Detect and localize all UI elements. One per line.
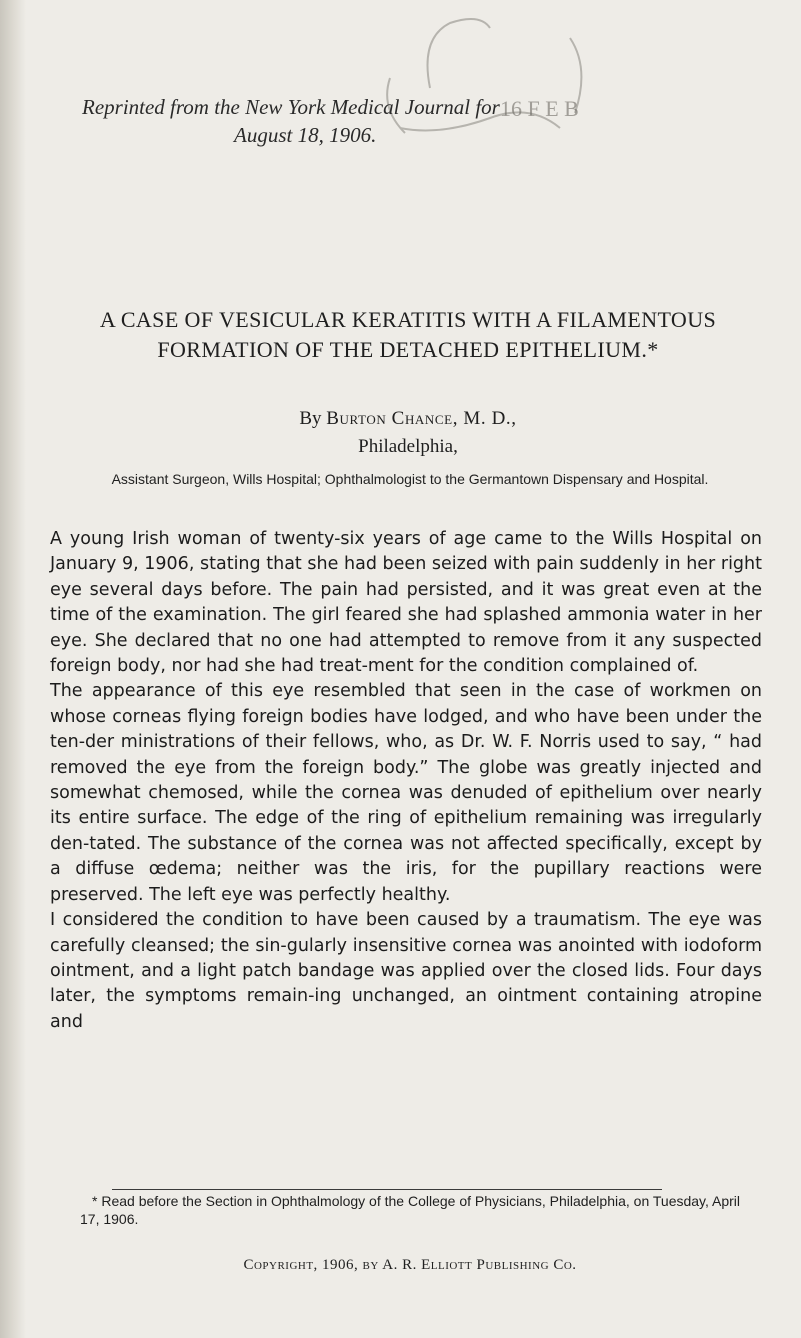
reprint-line-1: Reprinted from the New York Medical Journal for bbox=[82, 95, 500, 119]
author-name: Burton Chance, M. D., bbox=[326, 408, 517, 429]
paragraph-3: I considered the condition to have been caused by a traumatism. The eye was carefully cleansed; the sin-gularly insensitive cornea was anointed with iodoform ointment, and a light patch bandage was applied over the closed lids. Four days later, the symptoms remain-ing unchanged, an ointment containing atropine and bbox=[50, 910, 762, 1032]
byline-prefix: By bbox=[299, 408, 322, 429]
svg-text:16 F E B: 16 F E B bbox=[500, 96, 579, 121]
author-credentials: Assistant Surgeon, Wills Hospital; Ophthalmologist to the Germantown Dispensary and Hospital. bbox=[111, 471, 709, 487]
footnote-rule bbox=[112, 1189, 662, 1190]
byline bbox=[48, 405, 768, 461]
article-title: A CASE OF VESICULAR KERATITIS WITH A FILAMENTOUS FORMATION OF THE DETACHED EPITHELIUM.* bbox=[99, 307, 717, 362]
paragraph-2: The appearance of this eye resembled that seen in the case of workmen on whose corneas flying foreign bodies have lodged, and who have been under the ten-der ministrations of their fellows, who, as Dr. W. F. Norris used to say, “ had removed the eye from the foreign body.” The globe was greatly injected and somewhat chemosed, while the cornea was denuded of epithelium over nearly its entire surface. The edge of the ring of epithelium remaining was irregularly den-tated. The substance of the cornea was not affected specifically, except by a diffuse œdema; neither was the iris, for the pupillary reactions were preserved. The left eye was perfectly healthy. bbox=[50, 681, 762, 905]
article-body bbox=[50, 527, 762, 1035]
paragraph-1: A young Irish woman of twenty-six years of age came to the Wills Hospital on January 9, 1906, stating that she had been seized with pain suddenly in her right eye several days before. The pain had persisted, and it was great even at the time of the examination. The girl feared she had splashed ammonia water in her eye. She declared that no one had attempted to remove from it any suspected foreign body, nor had she had treat-ment for the condition complained of. bbox=[50, 529, 762, 677]
reprint-notice bbox=[82, 93, 722, 149]
author-city: Philadelphia, bbox=[358, 436, 458, 457]
copyright-line: Copyright, 1906, by A. R. Elliott Publishing Co. bbox=[243, 1257, 577, 1273]
reprint-line-2: August 18, 1906. bbox=[234, 123, 377, 147]
footnote: * Read before the Section in Ophthalmology of the College of Physicians, Philadelphia, on Tuesday, April 17, 1906. bbox=[80, 1193, 741, 1227]
page-edge-shadow bbox=[0, 0, 26, 1338]
